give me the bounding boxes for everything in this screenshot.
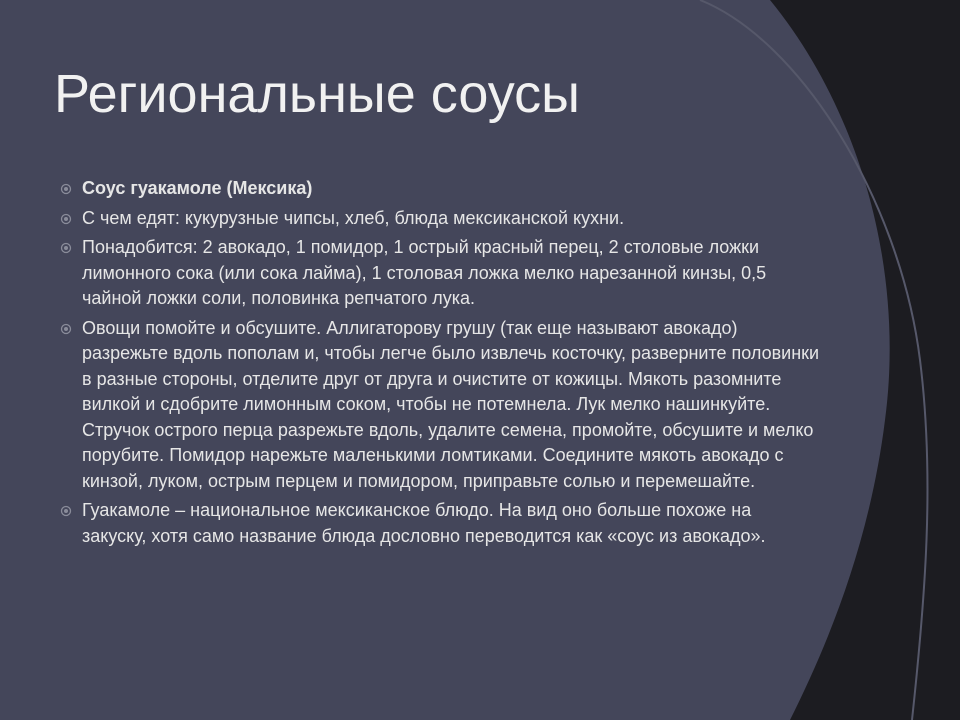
bullet-item — [60, 176, 820, 202]
bullet-text: Соус гуакамоле (Мексика) — [82, 178, 313, 198]
circle-bullet-icon — [60, 505, 72, 517]
circle-bullet-icon — [60, 323, 72, 335]
slide-title: Региональные соусы — [54, 64, 580, 124]
bullet-item — [60, 316, 820, 495]
bullet-text: Гуакамоле – национальное мексиканское блюдо. На вид оно больше похоже на закуску, хотя само название блюда дословно переводится как «соус из авокадо». — [82, 500, 766, 546]
bullet-item — [60, 235, 820, 312]
bullet-text: С чем едят: кукурузные чипсы, хлеб, блюда мексиканской кухни. — [82, 207, 625, 228]
bullet-list — [60, 176, 820, 553]
bullet-item — [60, 498, 820, 549]
circle-bullet-icon — [60, 213, 72, 225]
circle-bullet-icon — [60, 183, 72, 195]
bullet-text: Овощи помойте и обсушите. Аллигаторову грушу (так еще называют авокадо) разрежьте вдоль пополам и, чтобы легче было извлечь косточку, разверните половинки в разные стороны, отделите друг от друга и очистите от кожицы. Мякоть разомните вилкой и сдобрите лимонным соком, чтобы не потемнела. Лук мелко нашинкуйте. Стручок острого перца разрежьте вдоль, удалите семена, промойте, обсушите и мелко порубите. Помидор нарежьте маленькими ломтиками. Соедините мякоть авокадо с кинзой, луком, острым перцем и помидором, приправьте солью и перемешайте. — [82, 317, 820, 491]
bullet-item — [60, 206, 820, 232]
circle-bullet-icon — [60, 242, 72, 254]
bullet-text: Понадобится: 2 авокадо, 1 помидор, 1 острый красный перец, 2 столовые ложки лимонного сока (или сока лайма), 1 столовая ложка мелко нарезанной кинзы, 0,5 чайной ложки соли, половинка репчатого лука. — [82, 237, 767, 308]
